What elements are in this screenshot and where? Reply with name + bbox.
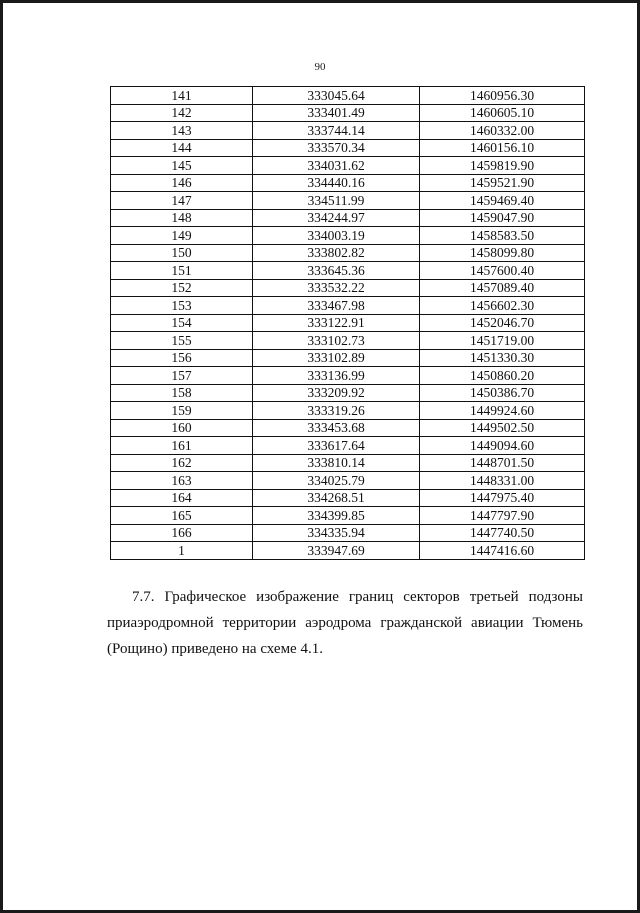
point-number-cell: 156 [111, 349, 253, 367]
y-coordinate-cell: 1449094.60 [420, 437, 585, 455]
y-coordinate-cell: 1459047.90 [420, 209, 585, 227]
x-coordinate-cell: 333401.49 [253, 104, 420, 122]
y-coordinate-cell: 1450386.70 [420, 384, 585, 402]
point-number-cell: 141 [111, 87, 253, 105]
point-number-cell: 1 [111, 542, 253, 560]
y-coordinate-cell: 1460956.30 [420, 87, 585, 105]
point-number-cell: 143 [111, 122, 253, 140]
table-row [111, 332, 585, 350]
x-coordinate-cell: 333122.91 [253, 314, 420, 332]
point-number-cell: 159 [111, 402, 253, 420]
table-row [111, 244, 585, 262]
y-coordinate-cell: 1456602.30 [420, 297, 585, 315]
x-coordinate-cell: 334335.94 [253, 524, 420, 542]
table-row [111, 349, 585, 367]
y-coordinate-cell: 1458583.50 [420, 227, 585, 245]
point-number-cell: 161 [111, 437, 253, 455]
point-number-cell: 166 [111, 524, 253, 542]
x-coordinate-cell: 334025.79 [253, 472, 420, 490]
x-coordinate-cell: 333947.69 [253, 542, 420, 560]
point-number-cell: 149 [111, 227, 253, 245]
table-row [111, 402, 585, 420]
table-row [111, 104, 585, 122]
table-row [111, 192, 585, 210]
x-coordinate-cell: 333102.73 [253, 332, 420, 350]
x-coordinate-cell: 334244.97 [253, 209, 420, 227]
table-row [111, 507, 585, 525]
table-row [111, 314, 585, 332]
point-number-cell: 157 [111, 367, 253, 385]
y-coordinate-cell: 1447416.60 [420, 542, 585, 560]
table-row [111, 472, 585, 490]
document-page [3, 3, 637, 910]
point-number-cell: 142 [111, 104, 253, 122]
table-row [111, 437, 585, 455]
y-coordinate-cell: 1449924.60 [420, 402, 585, 420]
x-coordinate-cell: 333467.98 [253, 297, 420, 315]
x-coordinate-cell: 334268.51 [253, 489, 420, 507]
y-coordinate-cell: 1460332.00 [420, 122, 585, 140]
x-coordinate-cell: 333453.68 [253, 419, 420, 437]
x-coordinate-cell: 333136.99 [253, 367, 420, 385]
x-coordinate-cell: 333617.64 [253, 437, 420, 455]
y-coordinate-cell: 1447797.90 [420, 507, 585, 525]
point-number-cell: 151 [111, 262, 253, 280]
y-coordinate-cell: 1459521.90 [420, 174, 585, 192]
table-row [111, 87, 585, 105]
coordinates-table-body [111, 87, 585, 560]
point-number-cell: 158 [111, 384, 253, 402]
x-coordinate-cell: 333810.14 [253, 454, 420, 472]
table-row [111, 524, 585, 542]
x-coordinate-cell: 333209.92 [253, 384, 420, 402]
table-row [111, 297, 585, 315]
y-coordinate-cell: 1450860.20 [420, 367, 585, 385]
table-row [111, 122, 585, 140]
x-coordinate-cell: 334399.85 [253, 507, 420, 525]
section-7-7-paragraph: 7.7. Графическое изображение границ секторов третьей подзоны приаэродромной территории аэродрома гражданской авиации Тюмень (Рощино) приведено на схеме 4.1. [107, 589, 583, 657]
y-coordinate-cell: 1451719.00 [420, 332, 585, 350]
y-coordinate-cell: 1459469.40 [420, 192, 585, 210]
x-coordinate-cell: 333802.82 [253, 244, 420, 262]
table-row [111, 542, 585, 560]
y-coordinate-cell: 1457089.40 [420, 279, 585, 297]
y-coordinate-cell: 1449502.50 [420, 419, 585, 437]
point-number-cell: 164 [111, 489, 253, 507]
y-coordinate-cell: 1457600.40 [420, 262, 585, 280]
point-number-cell: 154 [111, 314, 253, 332]
table-row [111, 489, 585, 507]
x-coordinate-cell: 334440.16 [253, 174, 420, 192]
y-coordinate-cell: 1459819.90 [420, 157, 585, 175]
table-row [111, 209, 585, 227]
y-coordinate-cell: 1448331.00 [420, 472, 585, 490]
y-coordinate-cell: 1452046.70 [420, 314, 585, 332]
x-coordinate-cell: 333045.64 [253, 87, 420, 105]
y-coordinate-cell: 1460156.10 [420, 139, 585, 157]
table-row [111, 174, 585, 192]
y-coordinate-cell: 1447740.50 [420, 524, 585, 542]
table-row [111, 227, 585, 245]
point-number-cell: 145 [111, 157, 253, 175]
table-row [111, 157, 585, 175]
point-number-cell: 146 [111, 174, 253, 192]
coordinates-table [110, 86, 585, 560]
point-number-cell: 162 [111, 454, 253, 472]
table-row [111, 454, 585, 472]
table-row [111, 384, 585, 402]
table-row [111, 279, 585, 297]
y-coordinate-cell: 1447975.40 [420, 489, 585, 507]
point-number-cell: 160 [111, 419, 253, 437]
point-number-cell: 152 [111, 279, 253, 297]
point-number-cell: 165 [111, 507, 253, 525]
x-coordinate-cell: 333319.26 [253, 402, 420, 420]
point-number-cell: 147 [111, 192, 253, 210]
x-coordinate-cell: 334511.99 [253, 192, 420, 210]
x-coordinate-cell: 333532.22 [253, 279, 420, 297]
table-row [111, 139, 585, 157]
x-coordinate-cell: 334031.62 [253, 157, 420, 175]
table-row [111, 367, 585, 385]
point-number-cell: 150 [111, 244, 253, 262]
point-number-cell: 153 [111, 297, 253, 315]
x-coordinate-cell: 333102.89 [253, 349, 420, 367]
x-coordinate-cell: 333570.34 [253, 139, 420, 157]
x-coordinate-cell: 333744.14 [253, 122, 420, 140]
table-row [111, 262, 585, 280]
x-coordinate-cell: 334003.19 [253, 227, 420, 245]
point-number-cell: 163 [111, 472, 253, 490]
point-number-cell: 148 [111, 209, 253, 227]
x-coordinate-cell: 333645.36 [253, 262, 420, 280]
point-number-cell: 144 [111, 139, 253, 157]
page-number: 90 [314, 61, 326, 73]
y-coordinate-cell: 1448701.50 [420, 454, 585, 472]
y-coordinate-cell: 1458099.80 [420, 244, 585, 262]
y-coordinate-cell: 1451330.30 [420, 349, 585, 367]
point-number-cell: 155 [111, 332, 253, 350]
table-row [111, 419, 585, 437]
y-coordinate-cell: 1460605.10 [420, 104, 585, 122]
